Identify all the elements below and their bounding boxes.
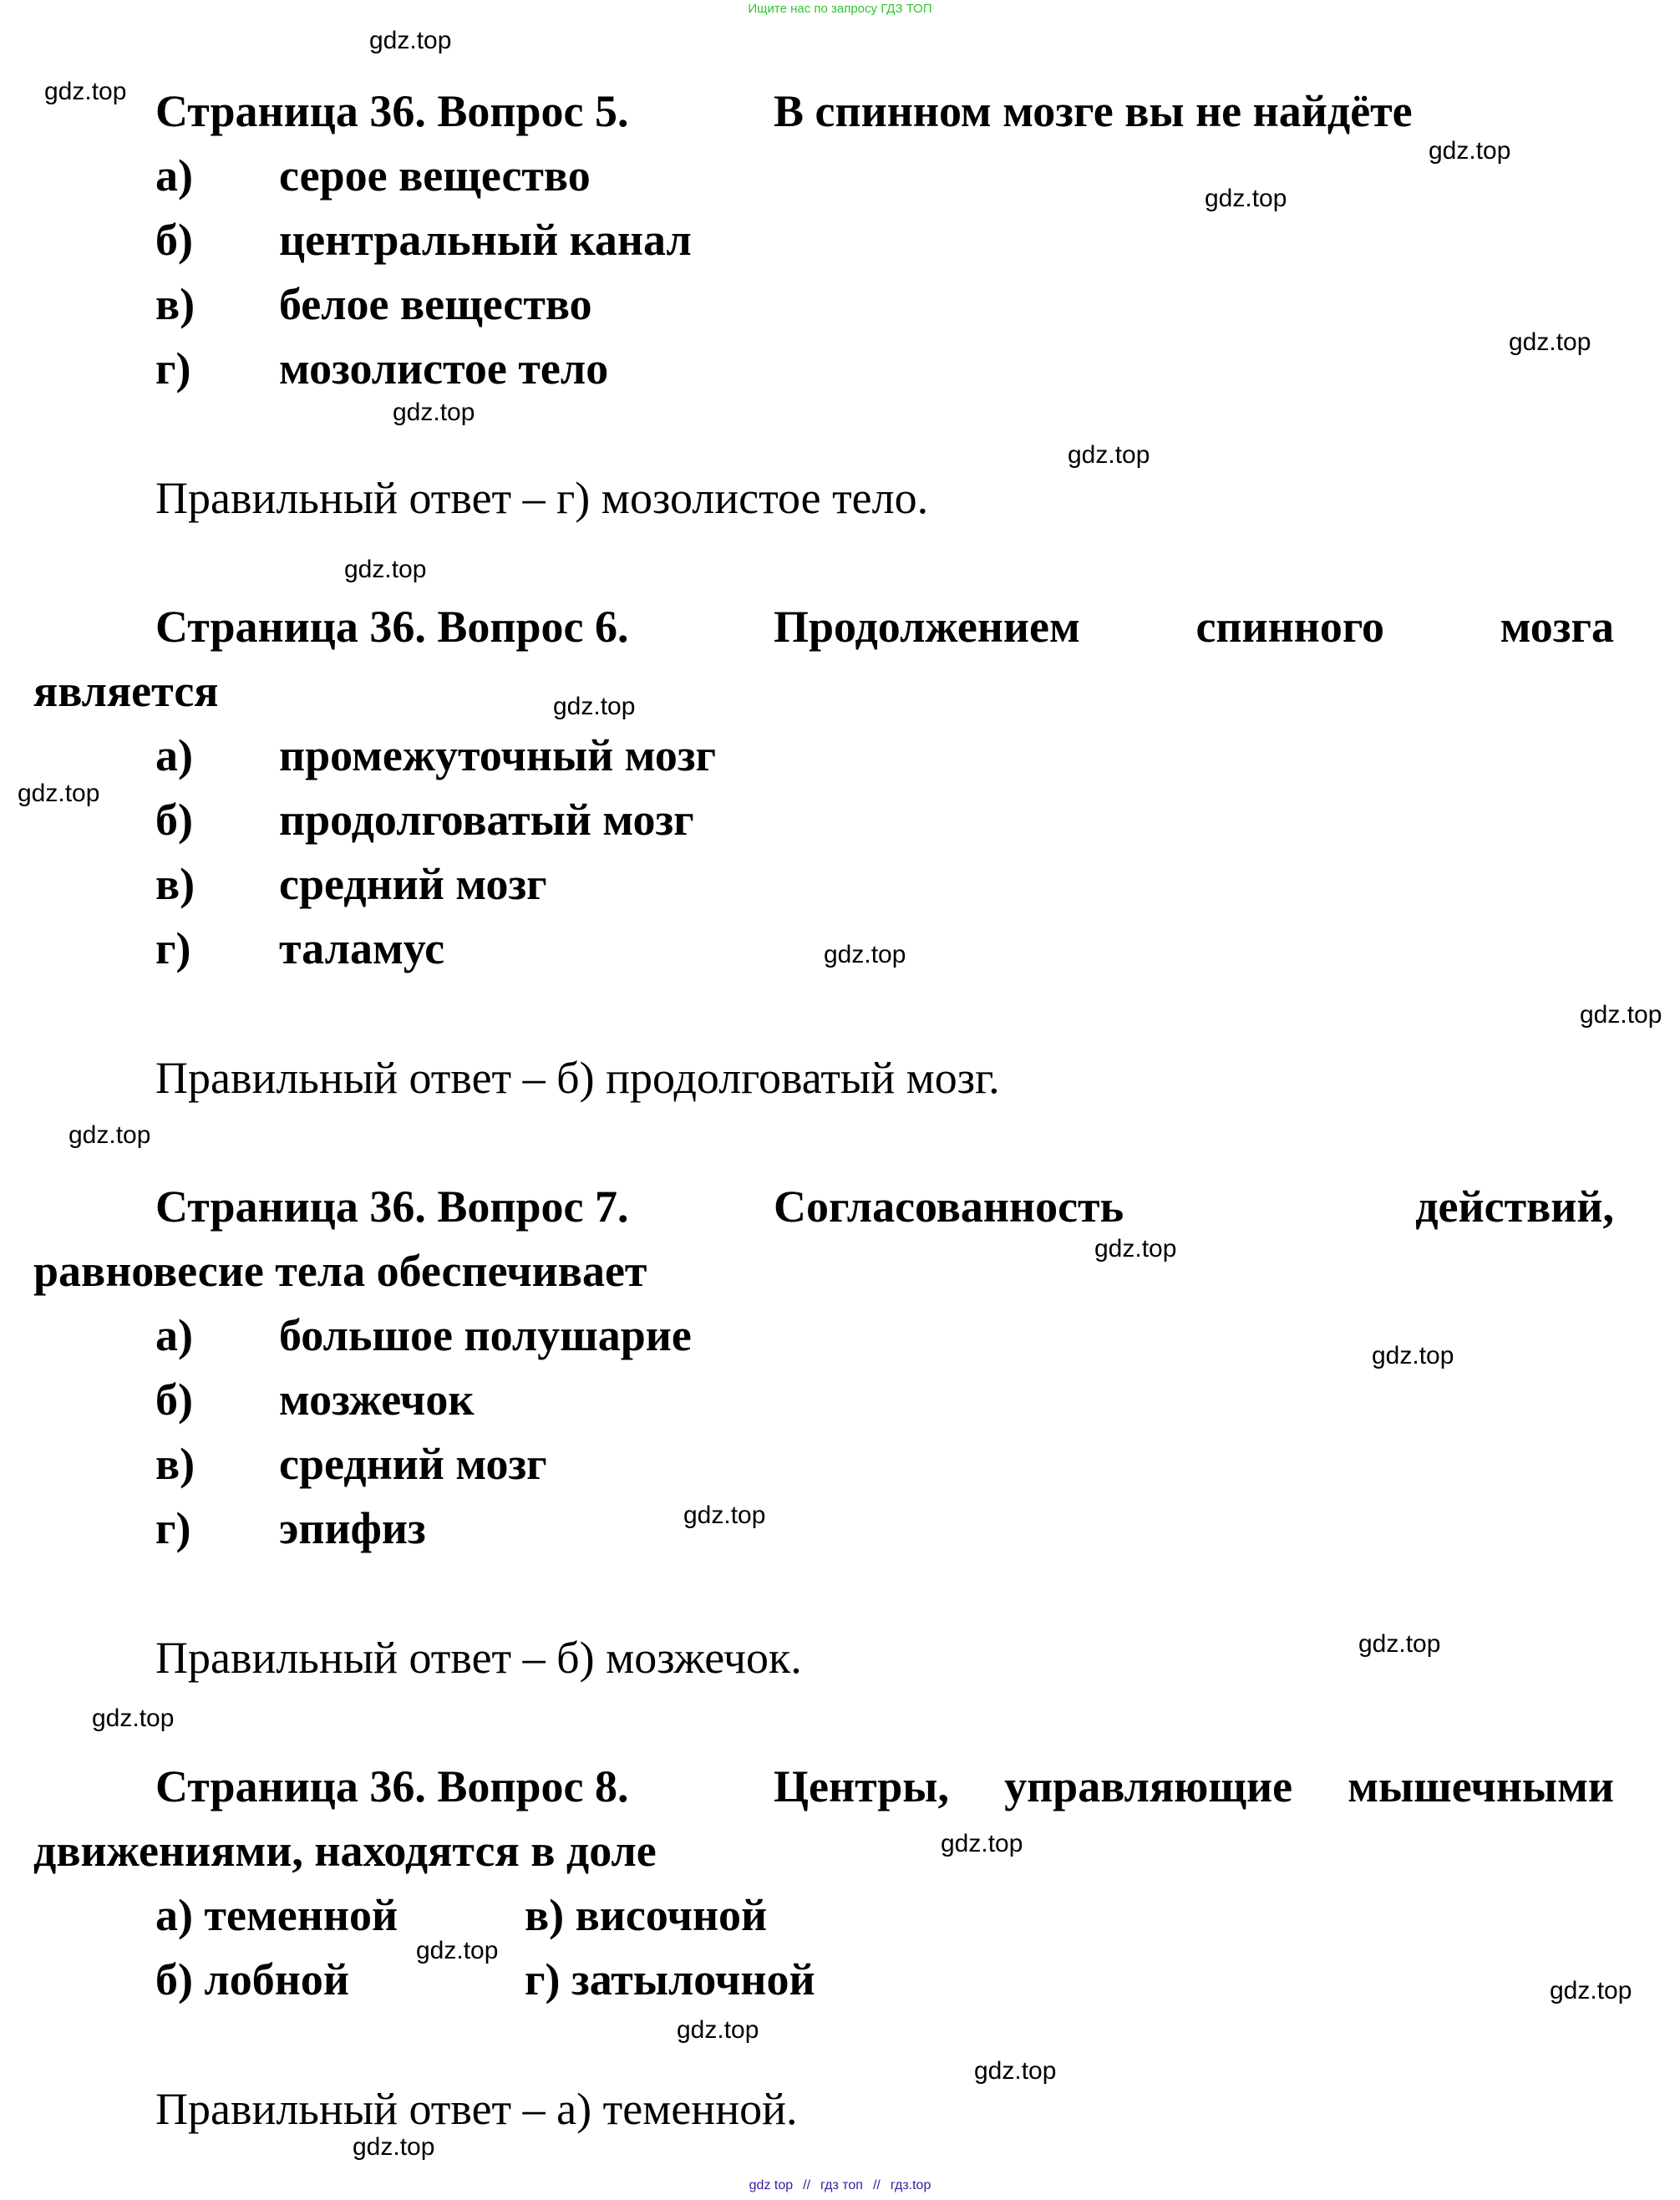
question-8-header: [155, 1755, 1614, 1818]
watermark: gdz.top: [1372, 1342, 1454, 1369]
option-letter: б): [155, 795, 193, 845]
option-letter: а): [155, 730, 193, 780]
option-text: большое полушарие: [279, 1310, 692, 1360]
question-title: Страница 36. Вопрос 7.: [155, 1181, 629, 1232]
watermark: gdz.top: [1068, 441, 1150, 469]
footer-separator: //: [872, 2178, 881, 2192]
question-7-header: [155, 1175, 1614, 1238]
watermark: gdz.top: [1094, 1235, 1177, 1263]
watermark: gdz.top: [344, 556, 427, 583]
option-letter: б): [155, 215, 193, 265]
watermark: gdz.top: [683, 1501, 766, 1529]
option-text: б) лобной: [155, 1954, 350, 2004]
lead-word: спинного: [1195, 602, 1385, 652]
option-text: таламус: [279, 923, 445, 973]
option-letter: а): [155, 1310, 193, 1360]
question-lead: [774, 595, 1614, 658]
watermark: gdz.top: [1509, 328, 1591, 356]
question-continuation: равновесие тела обеспечивает: [33, 1246, 647, 1296]
question-continuation: движениями, находятся в доле: [33, 1826, 657, 1876]
option-text: в) височной: [525, 1890, 768, 1940]
watermark: gdz.top: [1429, 137, 1511, 165]
option-letter: в): [155, 1439, 195, 1489]
question-title: Страница 36. Вопрос 6.: [155, 602, 629, 652]
watermark: gdz.top: [416, 1937, 499, 1964]
option-letter: г): [155, 923, 191, 973]
watermark: gdz.top: [1580, 1001, 1662, 1029]
lead-word: управляющие: [1004, 1761, 1293, 1811]
option-text: а) теменной: [155, 1890, 398, 1940]
watermark: gdz.top: [44, 78, 127, 105]
footer-links: [0, 2178, 1680, 2193]
question-lead: [774, 79, 1413, 143]
question-lead: [774, 1755, 1614, 1818]
option-text: центральный канал: [279, 215, 692, 265]
answer-text: Правильный ответ – б) продолговатый мозг.: [155, 1053, 1000, 1103]
option-text: промежуточный мозг: [279, 730, 717, 780]
watermark: gdz.top: [974, 2057, 1057, 2085]
watermark: gdz.top: [553, 693, 636, 720]
question-lead: [774, 1175, 1614, 1238]
question-title: Страница 36. Вопрос 8.: [155, 1761, 629, 1811]
watermark: gdz.top: [393, 399, 475, 426]
watermark: gdz.top: [941, 1830, 1023, 1857]
question-title: Страница 36. Вопрос 5.: [155, 86, 629, 136]
footer-link[interactable]: гдз топ: [820, 2178, 863, 2192]
option-letter: г): [155, 343, 191, 394]
footer-link[interactable]: гдз.top: [890, 2178, 931, 2192]
watermark: gdz.top: [369, 27, 452, 54]
lead-word: действий,: [1415, 1181, 1614, 1232]
answer-text: Правильный ответ – г) мозолистое тело.: [155, 473, 929, 523]
option-text: белое вещество: [279, 279, 592, 329]
lead-word: мышечными: [1348, 1761, 1614, 1811]
lead-word: Согласованность: [774, 1181, 1124, 1232]
watermark: gdz.top: [1205, 185, 1287, 212]
question-6-header: [155, 595, 1614, 658]
question-5-header: [155, 79, 1614, 143]
option-text: продолговатый мозг: [279, 795, 694, 845]
question-continuation: является: [33, 666, 219, 716]
option-letter: г): [155, 1503, 191, 1553]
option-letter: в): [155, 279, 195, 329]
watermark: gdz.top: [18, 780, 100, 807]
lead-word: Центры,: [774, 1761, 949, 1811]
option-letter: в): [155, 859, 195, 909]
option-text: г) затылочной: [525, 1954, 815, 2004]
top-search-note: Ищите нас по запросу ГДЗ ТОП: [748, 2, 932, 16]
option-text: мозолистое тело: [279, 343, 609, 394]
option-text: серое вещество: [279, 150, 591, 201]
option-letter: б): [155, 1374, 193, 1425]
footer-link[interactable]: gdz top: [749, 2178, 794, 2192]
option-text: эпифиз: [279, 1503, 426, 1553]
answer-text: Правильный ответ – а) теменной.: [155, 2084, 798, 2134]
option-letter: а): [155, 150, 193, 201]
watermark: gdz.top: [92, 1705, 175, 1732]
footer-separator: //: [803, 2178, 811, 2192]
option-text: средний мозг: [279, 859, 547, 909]
watermark: gdz.top: [1358, 1630, 1441, 1658]
answer-text: Правильный ответ – б) мозжечок.: [155, 1633, 802, 1683]
watermark: gdz.top: [824, 941, 906, 968]
watermark: gdz.top: [677, 2016, 759, 2044]
lead-word: В спинном мозге вы не найдёте: [774, 86, 1413, 136]
watermark: gdz.top: [353, 2133, 435, 2161]
watermark: gdz.top: [69, 1121, 151, 1149]
option-text: средний мозг: [279, 1439, 547, 1489]
lead-word: Продолжением: [774, 602, 1080, 652]
watermark: gdz.top: [1550, 1977, 1632, 2004]
lead-word: мозга: [1500, 602, 1614, 652]
option-text: мозжечок: [279, 1374, 475, 1425]
